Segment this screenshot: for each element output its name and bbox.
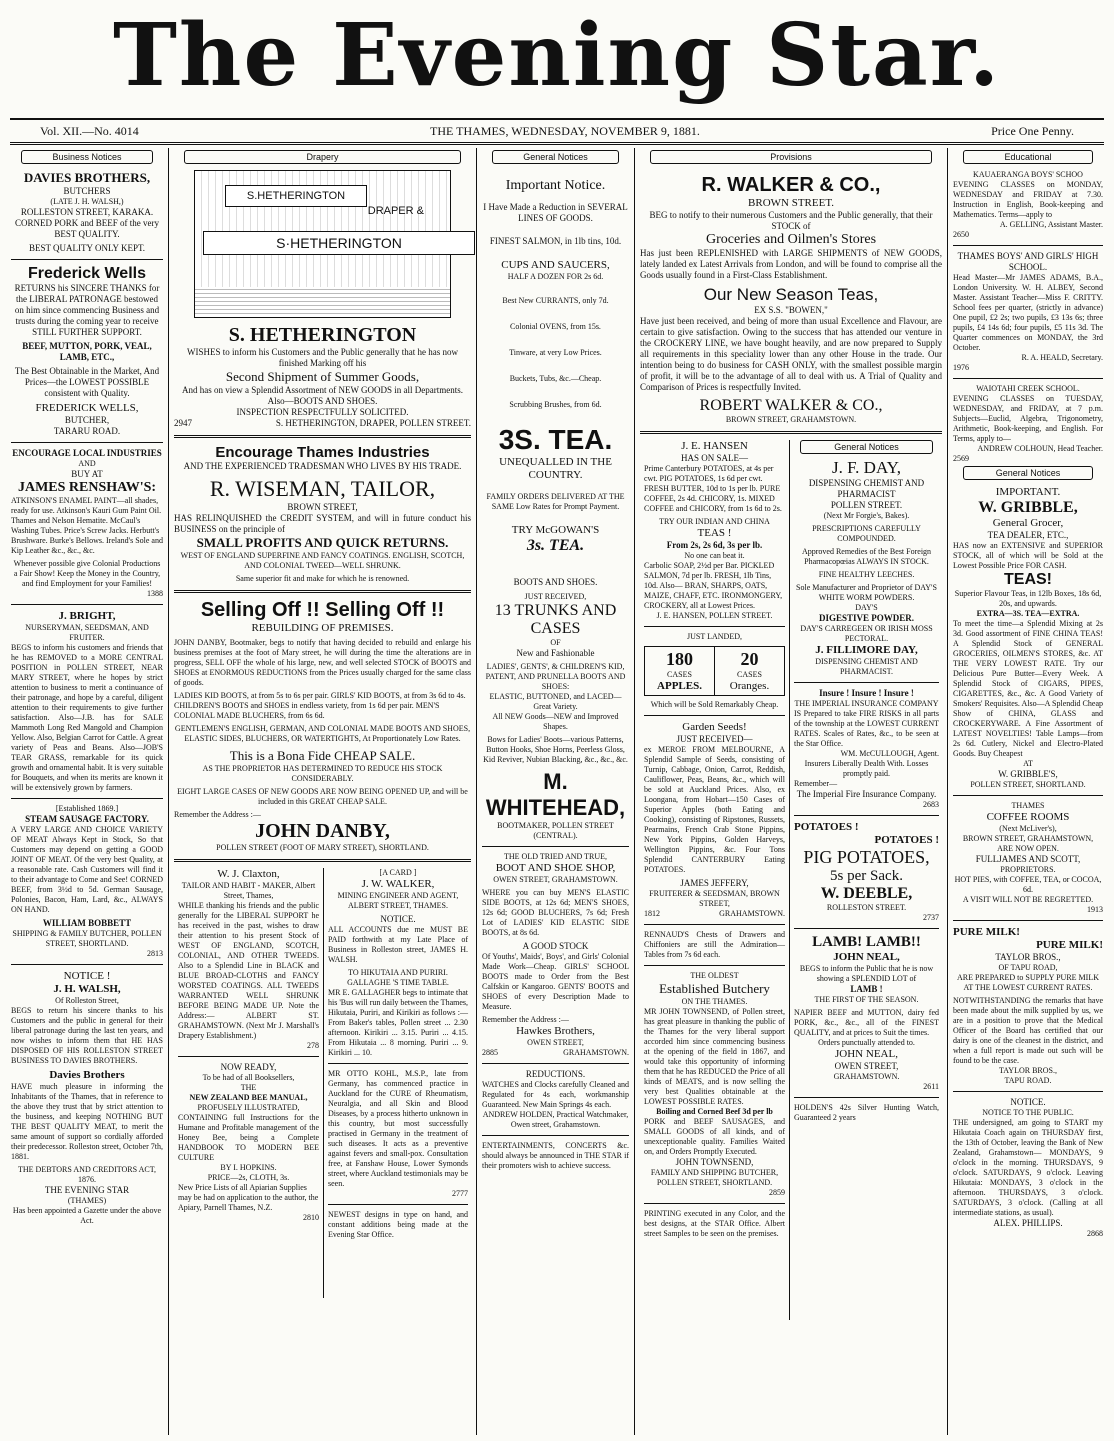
gribble-tea: TEA DEALER, ETC., <box>987 530 1069 540</box>
ladies-boots: LADIES', GENTS', & CHILDREN'S KID, PATENT, AND PRUNELLA BOOTS AND SHOES: <box>485 662 626 691</box>
hetherington-signature: S. HETHERINGTON, DRAPER, POLLEN STREET. <box>275 418 471 428</box>
thames-label: THAMES <box>1011 801 1045 810</box>
encourage-sub: AND THE EXPERIENCED TRADESMAN WHO LIVES BY HIS TRADE. <box>183 461 462 471</box>
section-header: General Notices <box>963 466 1093 480</box>
potatoes-1: POTATOES ! <box>794 821 859 833</box>
hetherington-text2: And has on view a Splendid Assortment of NEW GOODS in all Departments. <box>181 385 464 395</box>
try-mcgowan: TRY McGOWAN'S <box>511 524 600 536</box>
neal-name: JOHN NEAL, <box>835 1048 898 1060</box>
tea-sub: UNEQUALLED IN THE COUNTRY. <box>499 456 612 481</box>
cups-sub: HALF A DOZEN FOR 2s 6d. <box>507 272 604 281</box>
davies-kept: BEST QUALITY ONLY KEPT. <box>28 243 146 253</box>
old-tried: THE OLD TRIED AND TRUE, <box>503 852 608 861</box>
pork-text: PORK and BEEF SAUSAGES, and SMALL GOODS of all kinds, and of unexceptionable quality. Families Waited on, and Orders Promptly Executed. <box>644 1117 785 1156</box>
waiotahi-number: 2569 <box>953 454 969 463</box>
gribble-heading: W. GRIBBLE, <box>978 499 1078 516</box>
selling-off-list: LADIES KID BOOTS, at from 5s to 6s per pair. GIRLS' KID BOOTS, at from 3s 6d to 4s. CHILDREN'S BOOTS and SHOES in endless variety, from 1s 6d per pair. MEN'S COLONIAL MADE BLUCHERS, from 6s 6d. <box>174 691 466 720</box>
insurance-number: 2683 <box>923 800 939 809</box>
bee-manual-sub: PROFUSELY ILLUSTRATED, <box>197 1103 300 1112</box>
hansen-block <box>640 440 790 1320</box>
davies-brothers-text: HAVE much pleasure in informing the Inhabitants of the Thames, that in reference to the above they trust that by strict attention to the business, and keeping NOTHING BUT THE BEST QUALITY MEAT, to merit the same amount of support so cordially afforded their predecessor. Rolleston street, October 7th, 1881. <box>11 1082 163 1161</box>
davies-line: CORNED PORK and BEEF of the very BEST QUALITY. <box>15 218 159 239</box>
tinware: Tinware, at very Low Prices. <box>509 348 602 357</box>
coffee-next: (Next McLiver's), <box>999 824 1057 833</box>
whitehead-heading: M. WHITEHEAD, <box>485 769 626 820</box>
claxton-heading: W. J. Claxton, <box>217 868 280 880</box>
hansen-text: Prime Canterbury POTATOES, at 4s per cwt. PIG POTATOES, 1s 6d per cwt. FRESH BUTTER, 10d to 1s per lb. PURE COFFEE, 2s 4d. CHICORY, 1s. MIXED COFFEE and CHICORY, from 1s 6d to 2s. <box>644 464 782 513</box>
gribble-street: POLLEN STREET, SHORTLAND. <box>970 780 1086 789</box>
volume-number: Vol. XII.—No. 4014 <box>40 123 139 138</box>
bona-fide-sub: AS THE PROPRIETOR HAS DETERMINED TO REDUCE HIS STOCK CONSIDERABLY. <box>202 764 443 783</box>
reductions-text: WATCHES and Clocks carefully Cleaned and Regulated for 4s each, workmanship Guaranteed. New Main Springs 4s each. <box>482 1080 629 1109</box>
neal-text: BEGS to inform the Public that he is now showing a SPLENDID LOT of <box>799 964 934 983</box>
evening-star-heading: THE EVENING STAR <box>44 1185 130 1195</box>
trunks-of: OF <box>550 638 561 647</box>
section-header: Provisions <box>650 150 932 164</box>
enc-and: AND <box>78 459 96 468</box>
sausage-text: A VERY LARGE AND CHOICE VARIETY OF MEAT Always Kept in Stock, So that Customers may depend on getting a GOOD JOINT OF MEAT. Of the very best Quality, at a reasonable rate. Cash Customers will find it to their advantage to Come and See! CORNED BEEF, from 3½d to 5d. German Sausage, Polonies, Bacon, Ham, Lard, &c., ALWAYS ON HAND. <box>11 825 163 914</box>
davies-heading: DAVIES BROTHERS, <box>23 170 151 185</box>
extra-tea: EXTRA—3S. TEA—EXTRA. <box>976 609 1080 618</box>
teas-text: Have just been received, and being of more than usual Excellence and Flavour, are certain to give satisfaction. Owing to the success that has attended our venture in the CROCKERY LINE, we have bought heavily, and are now prepared to Supply all requirements in this speciality lower than any other House in the trade. Our intention being to do business for CASH ONLY, with the smallest possible margin of profit, it will be to the advantage of all to deal with us. A Trial of Quality and Comparison of Prices is respectfully Invited. <box>640 316 942 392</box>
hansen-signature: J. E. HANSEN, POLLEN STREET. <box>656 611 773 620</box>
gribble-teas-text: Superior Flavour Teas, in 12lb Boxes, 18s 6d, 20s, and upwards. <box>954 589 1102 608</box>
kohl-text: MR OTTO KOHL, M.S.P., late from Germany, has commenced practice in Auckland for the CURE of Rheumatism, Neuralgia, and all Skin and Blood Diseases, by a process hitherto unknown in this country, but most successfully practised in Germany in the treatment of such diseases. It acts as a preventive against fevers and small-pox. Consultation free, at Fanshaw House, Lower Symonds street, where Auckland testimonials may be seen. <box>328 1069 468 1188</box>
shop-sign-main: S·HETHERINGTON <box>203 231 475 255</box>
fulljames-number: 1913 <box>1087 905 1103 914</box>
notice-heading: NOTICE ! <box>63 970 111 982</box>
potatoes-2: POTATOES ! <box>874 834 939 846</box>
sausage-est: [Established 1869.] <box>55 804 119 813</box>
kohl-number: 2777 <box>452 1189 468 1198</box>
hawkes-town: GRAHAMSTOWN. <box>563 1048 629 1057</box>
day-sub: DISPENSING CHEMIST AND PHARMACIST <box>808 478 925 499</box>
bright-text: BEGS to inform his customers and friends that he has REMOVED to a MORE CENTRAL POSITION in POLLEN STREET, NEAR MARY STREET, where he hopes by strict attention to business to merit a continuance of their patronage, and hope by a careful, diligent attention to their requirements to give further satisfaction. Also—J.B. has for SALE Mammoth Long Red Mangold and Champion Yellow. Also, Belgian Carrot for Cattle. A great variety of Peas and Beans. Also—JOB'S TEAR GRASS, remarkable for its quick growth and ornamental habit. It is very suitable for Bouquets, and when its merits are known it will be extensively grown by farmers. <box>11 643 163 792</box>
coffee-rooms: COFFEE ROOMS <box>986 811 1070 823</box>
neal-heading: JOHN NEAL, <box>833 951 900 963</box>
day-heading: J. F. DAY, <box>831 458 902 477</box>
column-general-notices <box>477 148 635 1435</box>
bee-manual-foot: New Price Lists of all Apiarian Supplies may be had on application to the author, the Apiary, Parnell Thames, N.Z. <box>178 1183 319 1212</box>
bee-manual-author: BY I. HOPKINS. <box>220 1163 277 1172</box>
fulljames-heading: FULLJAMES AND SCOTT, <box>975 854 1081 864</box>
now-ready: NOW READY, <box>220 1062 277 1072</box>
robert-walker: ROBERT WALKER & CO., <box>699 397 883 414</box>
boots-shoes-heading: BOOTS AND SHOES. <box>513 577 598 587</box>
digestive-powder: DIGESTIVE POWDER. <box>818 613 915 623</box>
carregeen: DAY'S CARREGEEN OR IRISH MOSS PECTORAL. <box>800 624 933 643</box>
oranges-label: Oranges. <box>729 680 770 692</box>
fillimore-sub: DISPENSING CHEMIST AND PHARMACIST. <box>815 657 918 676</box>
shop-illustration <box>194 170 451 318</box>
notice-label: NOTICE. <box>1010 1097 1046 1107</box>
bee-manual-number: 2810 <box>303 1213 319 1222</box>
fw-name: FREDERICK WELLS, <box>35 402 139 414</box>
gribble-text: HAS now an EXTENSIVE and SUPERIOR STOCK, all of which will be Sold at the Lowest Possible Price FOR CASH. <box>953 541 1103 570</box>
insurance-text: IS Prepared to take FIRE RISKS in all parts of the township at the LOWEST CURRENT RATES. Scales of Rates, &c., to be seen at the Star Office. <box>794 709 939 748</box>
important-notice: Important Notice. <box>505 178 606 193</box>
fw-heading: Frederick Wells <box>28 265 146 282</box>
debtors-heading: THE DEBTORS AND CREDITORS ACT, 1876. <box>17 1165 156 1184</box>
jeffery-town: GRAHAMSTOWN. <box>719 909 785 918</box>
jeffery-number: 1812 <box>644 909 660 918</box>
fillimore-day: J. FILLIMORE DAY, <box>815 644 918 656</box>
bobbett-sub: SHIPPING & FAMILY BUTCHER, POLLEN STREET, SHORTLAND. <box>12 929 162 948</box>
pure-milk-1: PURE MILK! <box>953 926 1020 938</box>
column-educational <box>948 148 1108 1435</box>
neal-orders: Orders punctually attended to. <box>818 1038 915 1047</box>
hikutaia-sub: GALLAGHE 'S TIME TABLE. <box>347 978 449 987</box>
claxton-block <box>174 868 324 1298</box>
seeds-just-received: JUST RECEIVED— <box>676 734 753 744</box>
column-provisions <box>635 148 948 1435</box>
groceries-heading: Groceries and Oilmen's Stores <box>705 232 877 247</box>
evening-star-sub: (THAMES) <box>67 1196 107 1205</box>
danby-heading: JOHN DANBY, <box>255 820 390 842</box>
high-school-signature: R. A. HEALD, Secretary. <box>1021 353 1103 362</box>
pig-potatoes: PIG POTATOES, <box>803 847 930 867</box>
hansen-text2: Carbolic SOAP, 2½d per Bar. PICKLED SALMON, 7d per lb. FRESH, 1lb Tins, 10d. Also— BRAN, SHARPS, OATS, MAIZE, CHAFF, ETC. IRONMONGERY, CROCKERY, all at Lowest Prices. <box>644 561 783 610</box>
important-heading: IMPORTANT. <box>995 486 1061 498</box>
card-label: [A CARD ] <box>379 868 417 877</box>
notice-public-text: THE undersigned, am going to START my Hikutaia Coach again on THURSDAY first, the 13th of October, leaving the Bank of New Zealand, Grahamstown— MONDAYS, 9 o'clock in the morning. THURSDAYS, 9 o'clock. SATURDAYS, 9 o'clock. Leaving Hikutaia: MONDAYS, 3 o'clock in the afternoon. THURSDAYS, 3 o'clock. SATURDAYS, 3 o'clock. (Calling at all intermediate stations, as usual). <box>953 1118 1103 1217</box>
fw-road: TARARU ROAD. <box>53 426 121 436</box>
robert-walker-street: BROWN STREET, GRAHAMSTOWN. <box>725 415 857 424</box>
deeble-street: ROLLESTON STREET. <box>826 903 907 912</box>
oranges-count: 20 <box>740 649 759 669</box>
hansen-teas: TEAS ! <box>697 527 732 539</box>
entertainments-text: ENTERTAINMENTS, CONCERTS &c. should always be announced in THE STAR if their promoters wish to achieve success. <box>482 1141 629 1170</box>
hawkes-number: 2885 <box>482 1048 498 1057</box>
insurance-liberal: Insurers Liberally Dealth With. Losses promptly paid. <box>804 759 929 778</box>
walker-co-street: BROWN STREET. <box>748 197 834 209</box>
townsend-number: 2859 <box>769 1188 785 1197</box>
hetherington-heading: S. HETHERINGTON <box>228 324 417 346</box>
important-text: I Have Made a Reduction in SEVERAL LINES OF GOODS. <box>483 202 628 223</box>
hetherington-number: 2947 <box>174 418 192 428</box>
hetherington-also: Also—BOOTS AND SHOES. <box>267 396 378 406</box>
jeffery-heading: JAMES JEFFERY, <box>680 878 749 888</box>
encourage-heading: Encourage Thames Industries <box>215 444 430 461</box>
gribble-teas: TEAS! <box>1004 571 1052 588</box>
phillips-number: 2868 <box>1087 1229 1103 1238</box>
day-prescriptions: PRESCRIPTIONS CAREFULLY COMPOUNDED. <box>812 524 921 543</box>
brushes: Scrubbing Brushes, from 6d. <box>509 400 602 409</box>
enc-heading: ENCOURAGE LOCAL INDUSTRIES <box>12 448 162 458</box>
gribble-at: AT <box>1023 759 1033 768</box>
price: Price One Penny. <box>991 123 1074 138</box>
renshaw-number: 1388 <box>147 589 163 598</box>
days-label: DAY'S <box>855 603 878 612</box>
section-header: Business Notices <box>21 150 153 164</box>
kauaeranga-signature: A. GELLING, Assistant Master. <box>999 220 1103 229</box>
newspaper-title: The Evening Star. <box>112 5 1002 106</box>
neal-number: 2611 <box>923 1082 939 1091</box>
claxton-text: WHILE thanking his friends and the public generally for the LIBERAL SUPPORT he has received in the past, wishes to draw their attention to his present Stock of WEST OF ENGLAND, SCOTCH, COLONIAL, AND OTHER TWEEDS. Also to a Splendid Line in BLACK and BLUE BROAD-CLOTHS and FANCY WORSTED COATINGS. ALL TWEEDS WARRANTED WELL SHRUNK BEFORE BEING MADE UP. Note the Address:— ALBERT ST. GRAHAMSTOWN. (Next Mr J. Marshall's Drapery Establishment.) <box>178 901 319 1040</box>
family-orders: FAMILY ORDERS DELIVERED AT THE SAME Low Rates for Prompt Payment. <box>486 492 625 511</box>
davies-address: ROLLESTON STREET, KARAKA. <box>20 207 154 217</box>
waiotahi-heading: WAIOTAHI CREEK SCHOOL. <box>976 384 1080 393</box>
cups: CUPS AND SAUCERS, <box>501 259 610 271</box>
hetherington-text: WISHES to inform his Customers and the Public generally that he has now finished Marking off his <box>187 347 458 368</box>
dateline <box>10 118 1104 145</box>
column-business-notices <box>6 148 169 1435</box>
lamb-heading: LAMB! LAMB!! <box>812 934 921 950</box>
seeds-text: ex MEROE FROM MELBOURNE, A Splendid Sample of Seeds, consisting of Turnip, Cabbage, Onion, Carrot, Reddish, Cauliflower, Peas, Beans, &c., which will be sold at Auckland Prices. Also, ex Loongana, from Hobart—150 Cases of Superior Apples (both Eating and Cooking), consisting of Ripstones, Russets, Pearmains, French Crab Stone Pippins, New York Pippins, Golden Harveys, Wellington Pippins, &c. Four Tons Splendid CANTERBURY Eating POTATOES. <box>644 745 785 874</box>
tea-heading: 3S. TEA. <box>498 424 613 455</box>
claxton-sub: TAILOR AND HABIT - MAKER, Albert Street, Thames, <box>181 881 316 900</box>
selling-off-sub: REBUILDING OF PREMISES. <box>251 622 394 634</box>
hansen-has: HAS ON SALE— <box>680 453 748 463</box>
walker-co-heading: R. WALKER & CO., <box>701 174 881 196</box>
waiotahi-signature: ANDREW COLHOUN, Head Teacher. <box>977 444 1103 453</box>
bobbett-number: 2813 <box>147 949 163 958</box>
kauaeranga-text: EVENING CLASSES on MONDAY, WEDNESDAY and FRIDAY at 7.30. Instruction in English, Book-keeping and Mathematics. Terms—apply to <box>953 180 1103 219</box>
garden-seeds: Garden Seeds! <box>682 721 747 733</box>
gribble-name: W. GRIBBLE'S, <box>998 769 1058 779</box>
insurance-remember: Remember— <box>794 779 838 788</box>
kauaeranga-heading: KAUAERANGA BOYS' SCHOO <box>973 170 1083 179</box>
taylor-heading: TAYLOR BROS., <box>995 952 1061 962</box>
now-ready-the: THE <box>240 1083 257 1092</box>
wiseman-text: HAS RELINQUISHED the CREDIT SYSTEM, and will in future conduct his BUSINESS on the principle of <box>174 513 471 534</box>
hansen-try: TRY OUR INDIAN AND CHINA <box>659 517 770 526</box>
hansen-heading: J. E. HANSEN <box>681 440 748 452</box>
hikutaia-heading: TO HIKUTAIA AND PURIRI. <box>348 968 448 977</box>
bona-fide-heading: This is a Bona Fide CHEAP SALE. <box>229 748 416 763</box>
just-received: JUST RECEIVED, <box>524 592 587 601</box>
insurance-agent: WM. McCULLOUGH, Agent. <box>840 749 939 758</box>
salmon: FINEST SALMON, in 1lb tins, 10d. <box>489 236 622 246</box>
bright-heading: J. BRIGHT, <box>58 610 116 622</box>
teas-ex: EX S.S. "BOWEN," <box>754 305 828 315</box>
issue-date: THE THAMES, WEDNESDAY, NOVEMBER 9, 1881. <box>430 123 700 138</box>
walker-text: ALL ACCOUNTS due me MUST BE PAID forthwith at my Late Place of Business in Rolleston street, JAMES H. WALSH. <box>328 925 468 964</box>
walker-sub: MINING ENGINEER AND AGENT, ALBERT STREET, THAMES. <box>337 891 459 910</box>
apples-label: APPLES. <box>657 680 702 692</box>
designs-text: NEWEST designs in type on hand, and constant additions being made at the Evening Star Office. <box>328 1210 468 1239</box>
walsh-text: BEGS to return his sincere thanks to his Customers and the public in general for their liberal patronage during the last ten years, and now wishes to inform them that HE HAS DISPOSED OF HIS ROLLESTON STREET BUSINESS TO DAVIES BROTHERS. <box>11 1006 163 1065</box>
pig-price: 5s per Sack. <box>830 868 903 884</box>
sold-cheap: Which will be Sold Remarkably Cheap. <box>650 700 779 709</box>
renshaw-items: ATKINSON'S ENAMEL PAINT—all shades, ready for use. Atkinson's Kauri Gum Paint Oil. Thames and Nelson Hematite. McCaul's Washing Tubes. Price's Screw Jacks. Herbutt's Brushware. Burke's Bellows. Ireland's Sole and Kip Leather &c., &c., &c. <box>11 496 163 555</box>
jeffery-sub: FRUITERER & SEEDSMAN, BROWN STREET, <box>649 889 780 908</box>
butchery-sub: ON THE THAMES. <box>681 997 748 1006</box>
imperial-fire: The Imperial Fire Insurance Company. <box>796 789 937 799</box>
new-fashionable: New and Fashionable <box>516 648 595 658</box>
phillips-name: ALEX. PHILLIPS. <box>993 1218 1063 1228</box>
renshaw-foot: Whenever possible give Colonial Productions a Fair Show! Keep the Money in the Country, and find Employment for your Families! <box>13 559 161 588</box>
day-approved: Approved Remedies of the Best Foreign Pharmacopœias ALWAYS IN STOCK. <box>801 547 932 566</box>
apples-cases: CASES <box>667 670 692 679</box>
section-header: Educational <box>963 150 1093 164</box>
trunks-cases: 13 TRUNKS AND CASES <box>494 602 617 637</box>
elastic-boots: ELASTIC, BUTTONED, and LACED—Great Variety. <box>489 692 622 711</box>
column-drapery <box>169 148 477 1435</box>
apples-count: 180 <box>666 649 693 669</box>
hetherington-inspection: INSPECTION RESPECTFULLY SOLICITED. <box>236 407 409 417</box>
oranges-cases: CASES <box>737 670 762 679</box>
day-block <box>790 440 943 1320</box>
hawkes-sub: OWEN STREET, <box>527 1038 584 1047</box>
good-stock-text: Of Youths', Maids', Boys', and Girls' Colonial Made Work—Cheap. GIRLS' SCHOOL BOOTS made to Order from the Best Calfskin or Kangaroo. GENTS' BOOTS and SHOES of every Description Made to Measure. <box>482 952 629 1011</box>
coffee-open: ARE NOW OPEN. <box>997 844 1059 853</box>
sausage-heading: STEAM SAUSAGE FACTORY. <box>25 814 149 824</box>
claxton-number: 278 <box>307 1041 319 1050</box>
wiseman-street: BROWN STREET, <box>287 502 358 512</box>
taylor-notwithstanding: NOTWITHSTANDING the remarks that have been made about the milk supplied by us, we are in a position to prove that the Medical Officer of the Board has certified that our dairy is one of the cleanest in the district, and when a full report is made out such will be found to be the case. <box>953 996 1103 1065</box>
rennaud-text: RENNAUD'S Chests of Drawers and Chiffoniers are still the Admiration—Tables from 7s 6d each. <box>644 930 785 959</box>
shop-prices: WHERE you can buy MEN'S ELASTIC SIDE BOOTS, at 12s 6d; MEN'S SHOES, 12s 6d; GOOD BLUCHERS, 7s 6d; Fresh Lot of LADIES' KID ELASTIC SIDE BOOTS, at 8s 6d. <box>482 888 629 937</box>
davies-sub: BUTCHERS <box>63 186 111 196</box>
try-tea: 3s. TEA. <box>526 537 585 554</box>
fw-best: The Best Obtainable in the Market, And Prices—the LOWEST POSSIBLE consistent with Quality. <box>14 366 160 398</box>
bee-manual-text: CONTAINING full Instructions for the Humane and Profitable management of the Honey Bee, being a Complete HANDBOOK TO MODERN BEE CULTURE <box>178 1113 319 1162</box>
good-stock: A GOOD STOCK <box>522 941 589 951</box>
printing-text: PRINTING executed in any Color, and the best designs, at the STAR Office. Albert street Samples to be seen on the premises. <box>644 1209 785 1238</box>
ovens: Colonial OVENS, from 15s. <box>510 322 601 331</box>
taylor-road: OF TAPU ROAD, <box>998 963 1058 972</box>
whitehead-sub: BOOTMAKER, POLLEN STREET (CENTRAL). <box>497 821 614 840</box>
masthead <box>0 0 1114 112</box>
insure-heading: Insure ! Insure ! Insure ! <box>819 688 914 698</box>
hansen-from: From 2s, 2s 6d, 3s per lb. <box>666 540 763 550</box>
wiseman-heading: R. WISEMAN, TAILOR, <box>209 476 436 501</box>
wiseman-west: WEST OF ENGLAND SUPERFINE AND FANCY COATINGS. ENGLISH, SCOTCH, AND COLONIAL TWEED—WELL SHRUNK. <box>180 551 465 570</box>
bee-manual-price: PRICE—2s, CLOTH, 3s. <box>207 1173 290 1182</box>
day-next: (Next Mr Forgie's, Bakes). <box>823 511 910 520</box>
new-goods: All NEW Goods—NEW and Improved Shapes. <box>492 712 619 731</box>
enc-buy: BUY AT <box>71 469 103 479</box>
taylor-signature-road: TAPU ROAD. <box>1004 1076 1052 1085</box>
danby-address: POLLEN STREET (FOOT OF MARY STREET), SHORTLAND. <box>216 843 429 852</box>
hawkes-heading: Hawkes Brothers, <box>516 1025 595 1037</box>
fulljames-visit: A VISIT WILL NOT BE REGRETTED. <box>962 895 1094 904</box>
taylor-text: ARE PREPARED to SUPPLY PURE MILK AT THE LOWEST CURRENT RATES. <box>957 973 1099 992</box>
hikutaia-text: MR E. GALLAGHER begs to intimate that his 'Bus will run daily between the Thames, Hikutaia, Puriri, and Kirikiri as follows :— From Baker's tables, Pollen street ... 2.30 afternoon. Kirikiri ... 3.15. Puriri ... 4.15. From Hikutaia ... 8 morning. Puriri ... 9. Kirikiri ... 10. <box>328 988 468 1057</box>
selling-off-text: JOHN DANBY, Bootmaker, begs to notify that having decided to rebuild and enlarge his business premises at the foot of Mary street, he will during the time the alterations are in progress, SELL OFF the whole of his large, new, and well selected STOCK of BOOTS and SHOES at ENORMOUS REDUCTIONS from the Prices usually charged for the same class of goods. <box>174 638 471 687</box>
now-ready-sub: To be had of all Booksellers, <box>202 1073 295 1082</box>
new-season-teas: Our New Season Teas, <box>703 285 879 304</box>
taylor-signature: TAYLOR BROS., <box>999 1066 1057 1075</box>
walker-heading: J. W. WALKER, <box>361 878 435 890</box>
evening-star-text: Has been appointed a Gazette under the above Act. <box>12 1206 162 1225</box>
butchery-text: MR JOHN TOWNSEND, of Pollen street, has great pleasure in thanking the public of the Thames for the very liberal support accorded him since commencing business at the opening of the field in 1867, and would take this opportunity of informing them that he has REDUCED the Price of all kinds of MEATS, and is now selling the very best Qualities obtainable at the LOWEST POSSIBLE RATES. <box>644 1007 785 1106</box>
hansen-none: No one can beat it. <box>684 551 745 560</box>
kauaeranga-number: 2650 <box>953 230 969 239</box>
high-school-text: Head Master—Mr JAMES ADAMS, B.A., London University. W. H. ALBEY, Second Master. Assistant Teacher—Miss F. CRITTY. School fees per quarter, (strictly in advance) One pupil, £2 2s; two pupils, £3 13s 6s; three pupils, £4 14s 6d; four pupils, £5 11s 3d. The Quarter commences on MONDAY, the 3rd October. <box>953 273 1103 352</box>
wiseman-same: Same superior fit and make for which he is renowned. <box>235 574 410 583</box>
reductions-heading: REDUCTIONS. <box>525 1069 586 1079</box>
fulljames-text: HOT PIES, with COFFEE, TEA, or COCOA, 6d. <box>954 875 1102 894</box>
bright-sub: NURSERYMAN, SEEDSMAN, AND FRUITER. <box>25 623 149 642</box>
deeble-number: 2737 <box>923 913 939 922</box>
groceries-text: Has just been REPLENISHED with LARGE SHIPMENTS of NEW GOODS, lately landed ex Latest Arrivals from London, and will be found to comprise all the Goods usually found in a First-Class Establishment. <box>640 248 942 280</box>
davies-late: (LATE J. H. WALSH,) <box>50 197 124 206</box>
day-leeches: FINE HEALTHY LEECHES. <box>818 570 915 579</box>
townsend-heading: JOHN TOWNSEND, <box>675 1157 754 1167</box>
boot-shoe-shop: BOOT AND SHOE SHOP, <box>495 862 616 874</box>
buckets: Buckets, Tubs, &c.—Cheap. <box>509 374 602 383</box>
butchery-heading: Established Butchery <box>659 981 770 996</box>
day-street: POLLEN STREET. <box>830 500 903 510</box>
davies-brothers-heading: Davies Brothers <box>49 1069 125 1081</box>
shop-sign-top: S.HETHERINGTON <box>225 185 367 207</box>
oldest: THE OLDEST <box>690 971 739 980</box>
day-sole: Sole Manufacturer and Proprietor of DAY'S WHITE WORM POWDERS. <box>796 583 937 602</box>
hawkes-remember: Remember the Address :— <box>482 1015 569 1024</box>
walker-co-text: BEG to notify to their numerous Customers and the Public generally, that their STOCK of <box>649 210 933 231</box>
deeble-heading: W. DEEBLE, <box>820 885 913 902</box>
neal-text2: NAPIER BEEF and MUTTON, dairy fed PORK, &c., &c., all of the FINEST QUALITY, and at prices to Suit the times. <box>794 1008 939 1037</box>
bobbett-name: WILLIAM BOBBETT <box>42 918 132 928</box>
notice-public: NOTICE TO THE PUBLIC. <box>982 1108 1074 1117</box>
gribble-sub: General Grocer, <box>992 517 1064 529</box>
remember-address: Remember the Address :— <box>174 810 261 819</box>
walker-block <box>324 868 472 1298</box>
bows-text: Bows for Ladies' Boots—various Patterns, Button Hooks, Shoe Horns, Peerless Gloss, Kid Reviver, Nubian Blacking, &c., &c., &c. <box>483 735 628 764</box>
pure-milk-2: PURE MILK! <box>1036 939 1103 951</box>
fw-meats: BEEF, MUTTON, PORK, VEAL, LAMB, ETC., <box>22 341 152 362</box>
section-header: General Notices <box>492 150 619 164</box>
townsend-sub: FAMILY AND SHIPPING BUTCHER, POLLEN STREET, SHORTLAND. <box>650 1168 779 1187</box>
wiseman-small-profits: SMALL PROFITS AND QUICK RETURNS. <box>196 535 449 550</box>
extra-text: To meet the time—a Splendid Mixing at 2s 3d. Good assortment of FINE CHINA TEAS! A Splendid Stock of GENERAL GROCERIES, OILMEN'S STORES, &c. AT THE VERY LOWEST RATE. Try our Delicious Pure Butter—Every Week. A Splendid Stock of CIGARS, PIPES, CIGARETTES, &c., &c. A Good Variety of Smokers' Requisites. Also—A Splendid Cheap Show of CHINA, GLASS and CROCKERYWARE. A Fine Assortment of LATEST NOVELTIES! Table Lamps—from 2s 6d. Cutlery, Nickel and Electro-Plated Goods. Buy Cheapest <box>953 619 1103 758</box>
renshaw-heading: JAMES RENSHAW'S: <box>17 480 157 495</box>
drapery-lower <box>174 868 471 1298</box>
neal-town: GRAHAMSTOWN. <box>833 1072 900 1081</box>
holden-watch: HOLDEN'S 42s Silver Hunting Watch, Guaranteed 2 years <box>794 1103 939 1122</box>
neal-lamb: LAMB ! <box>850 984 883 994</box>
high-school-heading: THAMES BOYS' AND GIRLS' HIGH SCHOOL. <box>957 251 1099 272</box>
apples-oranges-box <box>644 646 785 696</box>
section-header: General Notices <box>800 440 933 454</box>
neal-owen: OWEN STREET, <box>834 1061 899 1071</box>
fw-text: RETURNS his SINCERE THANKS for the LIBERAL PATRONAGE bestowed on him since commencing Business and trusts during the coming year to receive STILL FURTHER SUPPORT. <box>14 283 160 337</box>
fw-butcher: BUTCHER, <box>64 415 110 425</box>
holden-signature: ANDREW HOLDEN, Practical Watchmaker, Owen street, Grahamstown. <box>482 1110 629 1129</box>
just-landed: JUST LANDED, <box>687 632 742 641</box>
owen-street: OWEN STREET, GRAHAMSTOWN. <box>493 875 618 884</box>
walker-notice: NOTICE. <box>380 914 416 924</box>
selling-off-gents: GENTLEMEN'S ENGLISH, GERMAN, AND COLONIAL MADE BOOTS AND SHOES, ELASTIC SIDES, BLUCHERS, OR WATERTIGHTS, At Proportionately Low Rates. <box>174 724 471 743</box>
shop-sign-draper: DRAPER & <box>367 205 424 217</box>
bee-manual-heading: NEW ZEALAND BEE MANUAL, <box>189 1093 308 1102</box>
neal-first: THE FIRST OF THE SEASON. <box>814 995 919 1004</box>
section-header: Drapery <box>184 150 461 164</box>
fulljames-sub: PROPRIETORS. <box>1000 865 1056 874</box>
walsh-heading: J. H. WALSH, <box>53 983 121 995</box>
insurance-company: THE IMPERIAL INSURANCE COMPANY <box>794 699 939 708</box>
hetherington-second: Second Shipment of Summer Goods, <box>225 369 420 384</box>
walsh-sub: Of Rolleston Street, <box>55 996 119 1005</box>
provisions-lower <box>640 440 942 1320</box>
coffee-street: BROWN STREET, GRAHAMSTOWN, <box>962 834 1094 843</box>
selling-off-heading: Selling Off !! Selling Off !! <box>200 599 445 621</box>
high-school-number: 1976 <box>953 363 969 372</box>
currants: Best New CURRANTS, only 7d. <box>502 296 609 305</box>
waiotahi-text: EVENING CLASSES on TUESDAY, WEDNESDAY, and FRIDAY, at 7 p.m. Subjects—Euclid, Algebra, Trigonometry, Arithmetic, Book-keeping, and English. For Terms, apply to— <box>953 394 1103 443</box>
boiling-beef: Boiling and Corned Beef 3d per lb <box>656 1107 773 1116</box>
eight-cases: EIGHT LARGE CASES OF NEW GOODS ARE NOW BEING OPENED UP, and will be included in this GREAT CHEAP SALE. <box>177 787 468 806</box>
